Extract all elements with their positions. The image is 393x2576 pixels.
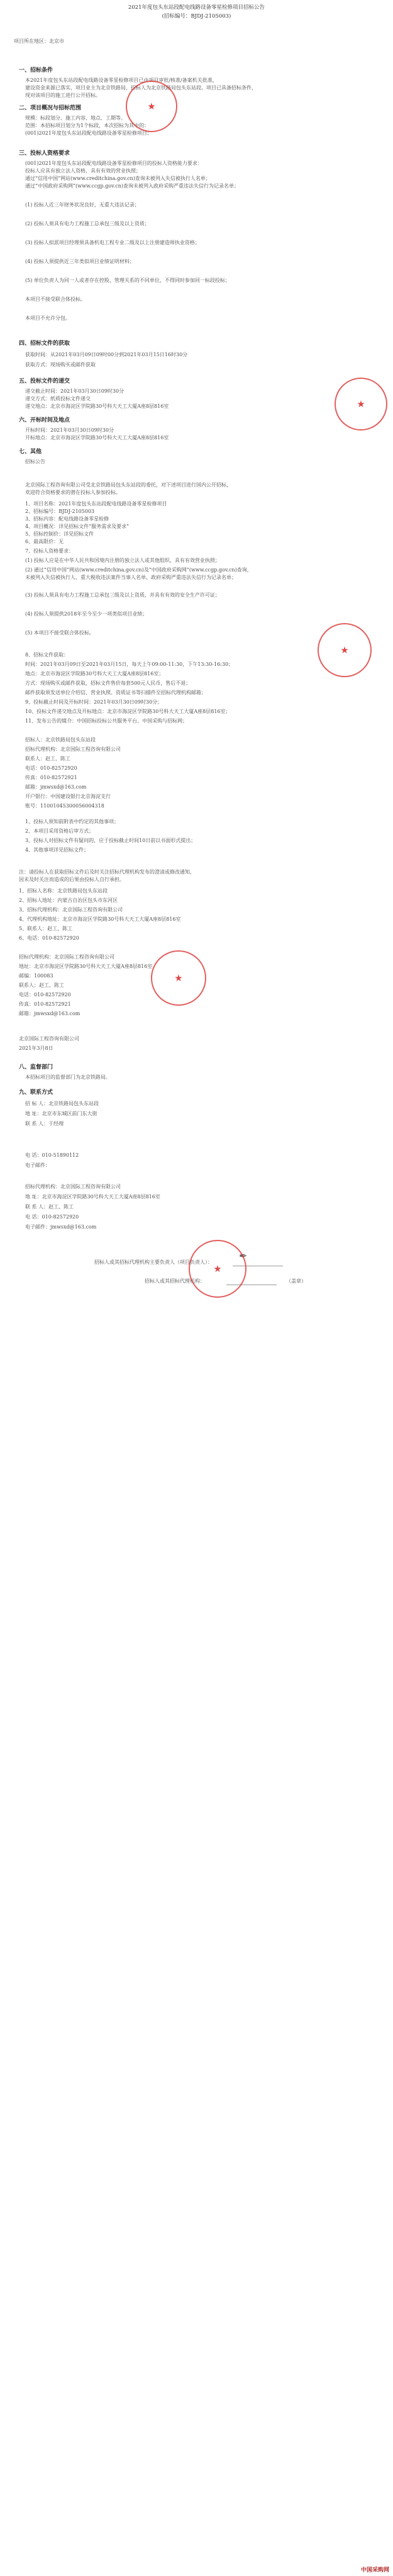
paragraph: 通过“信用中国”网站(www.creditchina.gov.cn)查询未被列入失信被执行人名单； (25, 176, 211, 181)
paragraph: 建设资金来源已落实，项目业主为北京铁路局，招标人为北京铁路局包头东站段。项目已具备招标条件， (25, 85, 257, 91)
contact-line: 电 话：010-82572920 (25, 1214, 79, 1220)
paragraph: 招标公告 (25, 459, 45, 464)
paragraph: 传真：010-82572921 (19, 1001, 71, 1007)
contact-line: 电子邮件：jmwsxd@163.com (25, 1224, 97, 1230)
paragraph: (001)2021年度包头东站段配电线路设备零星检修项目的投标人资格能力要求： (25, 160, 202, 166)
paragraph: 2、本项目采用资格后审方式； (25, 828, 94, 834)
paragraph: (2) 投标人须具有电力工程施工总承包三级及以上资质； (25, 221, 150, 227)
paragraph: 获取时间：从2021年03月09日09时00分到2021年03月15日16时30分 (25, 352, 188, 357)
paragraph: 开标时间：2021年03月30日09时30分 (25, 427, 114, 433)
paragraph: 联系人：赵工、陈工 (19, 982, 64, 988)
paragraph: (5) 单位负责人为同一人或者存在控股、管理关系的不同单位，不得同时参加同一标段投标； (25, 278, 230, 283)
paragraph: 递交地点：北京市海淀区学院路30号科大天工大厦A座8层816室 (25, 403, 169, 409)
paragraph: (4) 投标人须提供2018年至今至少一项类似项目业绩； (25, 611, 148, 617)
paragraph: 邮箱：jmwsxd@163.com (25, 784, 87, 790)
section-6-heading: 六、开标时间及地点 (19, 417, 70, 424)
paragraph: 邮箱：jmwsxd@163.com (19, 1011, 80, 1016)
paragraph: 3、招标内容：配电线路设备零星检修 (25, 516, 109, 522)
paragraph: 邮编：100083 (19, 973, 53, 979)
paragraph: (1) 投标人近三年财务状况良好，无重大违法记录； (25, 202, 140, 208)
doc-title: 2021年度包头东站段配电线路设备零星检修项目招标公告 (128, 4, 265, 11)
paragraph: 4、其他事项详见招标文件； (25, 847, 89, 853)
paragraph: 通过“中国政府采购网”(www.ccgp.gov.cn)查询未被列入政府采购严重违法失信行为记录名单； (25, 183, 239, 189)
paragraph: 招标人：北京铁路局包头东站段 (25, 737, 96, 743)
paragraph: 6、最高限价：无 (25, 539, 64, 544)
section-4-heading: 四、招标文件的获取 (19, 340, 70, 347)
paragraph: (2) 通过“信用中国”网站(www.creditchina.gov.cn)及“中国政府采购网”(www.ccgp.gov.cn)查询， (25, 567, 252, 573)
paragraph: 本招标项目的监督部门为北京铁路局。 (25, 1074, 111, 1080)
paragraph: 2021年3月8日 (19, 1045, 53, 1051)
section-2-heading: 二、项目概况与招标范围 (19, 105, 82, 111)
paragraph: 范围：本招标项目划分为1个标段，本次招标为其中的： (25, 123, 150, 128)
paragraph: 6、电话：010-82572920 (19, 935, 79, 941)
paragraph: 5、招标控制价：详见招标文件 (25, 531, 94, 537)
paragraph: 邮件获取须发送单位介绍信、营业执照、资质证书等扫描件至招标代理机构邮箱； (25, 690, 206, 695)
paragraph: 开标地点：北京市海淀区学院路30号科大天工大厦A座8层816室 (25, 435, 169, 441)
official-seal: ★ (318, 623, 372, 677)
paragraph: 现对该项目的施工进行公开招标。 (25, 93, 101, 98)
section-3-heading: 三、投标人资格要求 (19, 150, 70, 157)
contact-line: 电子邮件： (25, 1162, 50, 1168)
paragraph: 3、招标代理机构：北京国际工程咨询有限公司 (19, 907, 123, 913)
paragraph: 地点：北京市海淀区学院路30号科大天工大厦A座8层816室； (25, 671, 164, 677)
paragraph: 2、招标人地址：内蒙古自治区包头市东河区 (19, 897, 118, 903)
paragraph: 1、招标人名称：北京铁路局包头东站段 (19, 888, 108, 894)
paragraph: 联系人：赵工、陈工 (25, 756, 70, 762)
paragraph: 电话：010-82572920 (19, 992, 71, 998)
paragraph: 1、投标人须知前附表中约定的其他事项； (25, 819, 119, 824)
paragraph: 时间：2021年03月09日至2021年03月15日，每天上午09:00-11:30，下午13:30-16:30； (25, 661, 234, 667)
paragraph: (3) 投标人须具有电力工程施工总承包三级及以上资质，并具有有效的安全生产许可证； (25, 592, 220, 598)
paragraph: 8、招标文件获取： (25, 652, 69, 658)
section-8-heading: 八、监督部门 (19, 1064, 53, 1071)
paragraph: 递交截止时间：2021年03月30日09时30分 (25, 388, 125, 394)
section-9-heading: 九、联系方式 (19, 1089, 53, 1096)
paragraph: 递交方式：纸质投标文件递交 (25, 396, 91, 402)
paragraph: 北京国际工程咨询有限公司受北京铁路局包头东站段的委托，对下述项目进行国内公开招标， (25, 482, 231, 488)
paragraph: 7、投标人资格要求： (25, 548, 74, 554)
paragraph: (5) 本项目不接受联合体投标。 (25, 630, 94, 636)
paragraph: 因未及时关注而造成的后果由投标人自行承担。 (19, 877, 125, 882)
paragraph: 方式：现场购买或邮件获取，招标文件售价每套500元人民币，售后不退； (25, 680, 191, 686)
paragraph: 5、联系人：赵工、陈工 (19, 926, 73, 931)
paragraph: 地址：北京市海淀区学院路30号科大天工大厦A座8层816室 (19, 964, 153, 969)
contact-line: 招标代理机构：北京国际工程咨询有限公司 (25, 1184, 121, 1190)
paragraph: 北京国际工程咨询有限公司 (19, 1036, 79, 1042)
section-5-heading: 五、投标文件的递交 (19, 378, 70, 385)
doc-number: (招标编号：BJDJ-2105003) (162, 13, 231, 20)
paragraph: 电话：010-82572920 (25, 765, 77, 771)
contact-line: 联 系 人：赵工、陈工 (25, 1204, 74, 1210)
paragraph: 2、招标编号：BJDJ-2105003 (25, 509, 95, 514)
project-location: 项目所在地区：北京市 (14, 38, 64, 44)
contact-line: 地 址：北京市东城区前门东大街 (25, 1111, 97, 1116)
paragraph: 招标代理机构：北京国际工程咨询有限公司 (19, 954, 114, 960)
paragraph: 4、项目概况：详见招标文件“服务需求及要求” (25, 524, 130, 529)
paragraph: 招标代理机构：北京国际工程咨询有限公司 (25, 746, 121, 752)
signature-line: 招标人或其招标代理机构： (145, 1278, 205, 1284)
paragraph: (1) 投标人应是在中华人民共和国境内注册的独立法人或其他组织，具有有效营业执照； (25, 558, 220, 563)
paragraph: 未被列入失信被执行人、重大税收违法案件当事人名单、政府采购严重违法失信行为记录名单； (25, 575, 236, 580)
official-seal: ★ (335, 378, 387, 430)
paragraph: 3、投标人对招标文件有疑问的，应于投标截止时间10日前以书面形式提出； (25, 838, 196, 843)
signature-line: 招标人或其招标代理机构主要负责人（项目负责人）： (94, 1259, 213, 1265)
contact-line: 招 标 人：北京铁路局包头东站段 (25, 1101, 99, 1106)
paragraph: 欢迎符合资格要求的潜在投标人参加投标。 (25, 490, 121, 495)
contact-line: 联 系 人：于经理 (25, 1121, 64, 1127)
paragraph: 1、项目名称：2021年度包头东站段配电线路设备零星检修项目 (25, 501, 167, 507)
official-seal: ★ (126, 81, 177, 132)
paragraph: 本项目不允许分包。 (25, 315, 70, 321)
paragraph: 注：请投标人在获取招标文件后及时关注招标代理机构发布的澄清或修改通知， (19, 869, 195, 875)
section-1-heading: 一、招标条件 (19, 67, 53, 74)
paragraph: 规模：标段划分、施工内容、地点、工期等。 (25, 115, 126, 121)
contact-line: 电 话：010-51890112 (25, 1152, 79, 1158)
paragraph: 9、投标截止时间及开标时间：2021年03月30日09时30分； (25, 699, 163, 705)
contact-line: 地 址：北京市海淀区学院路30号科大天工大厦A座8层816室 (25, 1194, 160, 1200)
official-seal: ★ (189, 1240, 246, 1298)
paragraph: (3) 投标人拟派项目经理须具备机电工程专业二级及以上注册建造师执业资格； (25, 240, 200, 245)
paragraph: 获取方式：现场购买或邮件获取 (25, 362, 96, 368)
section-7-heading: 七、其他 (19, 449, 42, 455)
paragraph: 10、投标文件递交地点及开标地点：北京市海淀区学院路30号科大天工大厦A座8层816室； (25, 709, 231, 714)
paragraph: 本项目不接受联合体投标。 (25, 296, 86, 302)
paragraph: 账号：11001045300056004318 (25, 803, 104, 809)
paragraph: 4、代理机构地址：北京市海淀区学院路30号科大天工大厦A座8层816室 (19, 916, 181, 922)
site-watermark: 中国采购网 (360, 2567, 389, 2573)
paragraph: 投标人应具有独立法人资格，具有有效的营业执照； (25, 168, 141, 174)
paragraph: (001)2021年度包头东站段配电线路设备零星检修项目； (25, 130, 152, 136)
seal-note: （盖章） (286, 1278, 306, 1284)
paragraph: 开户银行：中国建设银行北京海淀支行 (25, 794, 111, 799)
paragraph: (4) 投标人须提供近三年类似项目业绩证明材料； (25, 259, 135, 264)
paragraph: 11、发布公告的媒介：中国招标投标公共服务平台、中国采购与招标网； (25, 718, 188, 724)
paragraph: 本2021年度包头东站段配电线路设备零星检修项目已由项目审批/核准/备案机关批准， (25, 77, 218, 83)
official-seal: ★ (151, 950, 206, 1006)
handwritten-signature: ✒ (239, 1250, 248, 1262)
paragraph: 传真：010-82572921 (25, 775, 77, 780)
